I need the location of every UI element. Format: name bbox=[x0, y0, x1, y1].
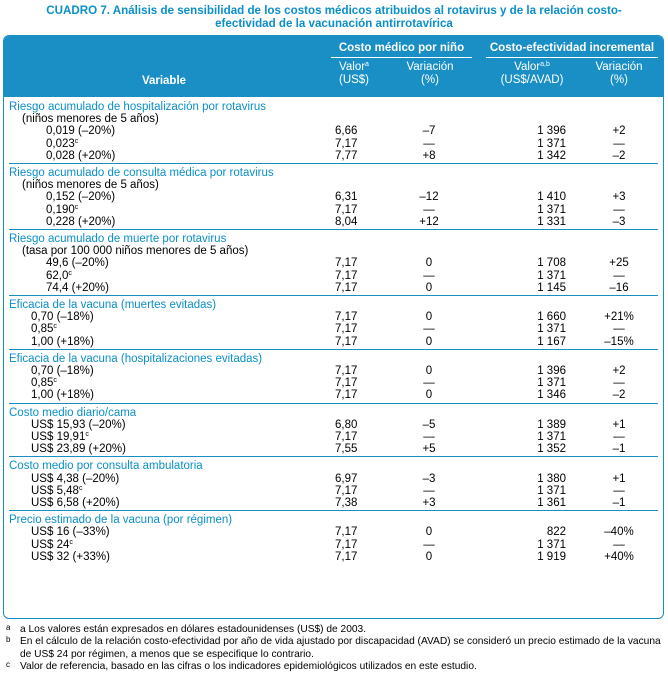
row-label-text: 0,152 (–20%) bbox=[46, 191, 116, 204]
row-label bbox=[46, 138, 78, 150]
cost-value: 7,17 bbox=[335, 431, 358, 443]
row-label-text: 0,85 bbox=[31, 323, 54, 336]
section-separator bbox=[9, 349, 658, 350]
table-row bbox=[4, 311, 663, 323]
section-sublabel: (tasa por 100 000 niños menores de 5 años) bbox=[22, 245, 249, 258]
row-label-text: 0,019 (–20%) bbox=[46, 125, 116, 138]
row-label bbox=[46, 191, 115, 203]
section-label: Eficacia de la vacuna (hospitalizaciones evitadas) bbox=[9, 352, 263, 365]
cost-value: 7,17 bbox=[335, 137, 358, 150]
header-variable: Variable bbox=[141, 75, 187, 87]
cost-variation: — bbox=[423, 203, 435, 216]
section-separator bbox=[9, 456, 658, 457]
table-frame bbox=[3, 35, 664, 619]
ce-value: 1 410 bbox=[537, 191, 566, 204]
ce-value: 1 389 bbox=[537, 418, 566, 431]
cost-value: 7,17 bbox=[335, 550, 358, 563]
ce-value: 1 708 bbox=[537, 257, 566, 270]
section-separator bbox=[9, 403, 658, 404]
row-label bbox=[31, 443, 126, 455]
ce-variation: –15% bbox=[604, 335, 634, 348]
section-header-row bbox=[4, 353, 663, 365]
section-label: Riesgo acumulado de muerte por rotavirus bbox=[9, 233, 227, 245]
reference-mark: c bbox=[69, 538, 73, 546]
cost-value: 7,17 bbox=[335, 484, 358, 497]
row-label bbox=[31, 336, 94, 348]
row-label-text: US$ 23,89 (+20%) bbox=[31, 443, 126, 456]
cost-value: 6,80 bbox=[335, 418, 358, 431]
row-label-text: US$ 15,93 (–20%) bbox=[31, 418, 126, 431]
table-row bbox=[4, 551, 663, 563]
table-row bbox=[4, 323, 663, 335]
row-label bbox=[31, 389, 94, 401]
row-label-text: 49,6 (–20%) bbox=[46, 257, 109, 270]
cost-value: 7,17 bbox=[335, 526, 358, 539]
reference-mark: c bbox=[53, 323, 57, 331]
footnote-mark: a bbox=[6, 623, 11, 632]
header-ce-var-label: Variación bbox=[595, 61, 643, 73]
section-sublabel: (niños menores de 5 años) bbox=[22, 113, 159, 126]
table-row bbox=[4, 419, 663, 431]
cost-variation: 0 bbox=[425, 311, 433, 324]
cost-variation: — bbox=[423, 323, 435, 336]
section-sub-row bbox=[4, 113, 663, 125]
cost-variation: 0 bbox=[425, 389, 433, 402]
header-group-ce: Costo-efectividad incremental bbox=[489, 42, 655, 54]
cost-variation: +12 bbox=[419, 215, 439, 228]
row-label-text: 0,190 bbox=[46, 203, 75, 216]
row-label bbox=[46, 204, 78, 216]
ce-value: 1 396 bbox=[537, 365, 566, 377]
cost-variation: — bbox=[423, 377, 435, 390]
row-label bbox=[31, 473, 119, 485]
ce-variation: — bbox=[613, 538, 625, 551]
cost-variation: +3 bbox=[422, 497, 436, 509]
table-title bbox=[0, 0, 668, 29]
cost-variation: –12 bbox=[419, 191, 439, 204]
cost-value: 6,66 bbox=[335, 125, 358, 138]
row-label bbox=[31, 497, 120, 509]
row-label-text: US$ 6,58 (+20%) bbox=[31, 497, 120, 509]
ce-variation: –1 bbox=[612, 443, 626, 456]
cost-value: 7,17 bbox=[335, 335, 358, 348]
cost-variation: –5 bbox=[422, 418, 436, 431]
row-label bbox=[46, 150, 115, 162]
reference-mark: c bbox=[53, 377, 57, 385]
row-label-text: US$ 5,48 bbox=[31, 484, 79, 497]
cost-value: 7,17 bbox=[335, 377, 358, 390]
row-label bbox=[31, 431, 89, 443]
table-row bbox=[4, 431, 663, 443]
cost-variation: — bbox=[423, 484, 435, 497]
table-row bbox=[4, 282, 663, 294]
table-row bbox=[4, 526, 663, 538]
table-row bbox=[4, 204, 663, 216]
section-sub-row bbox=[4, 179, 663, 191]
row-label-text: 0,85 bbox=[31, 377, 54, 390]
cost-value: 8,04 bbox=[335, 215, 358, 228]
row-label bbox=[31, 365, 94, 377]
footnote-c bbox=[6, 661, 664, 673]
footnote-b bbox=[6, 636, 664, 661]
ce-value: 1 331 bbox=[537, 215, 566, 228]
ce-variation: +2 bbox=[612, 125, 626, 138]
ce-value: 1 145 bbox=[537, 281, 566, 294]
cost-value: 7,17 bbox=[335, 538, 358, 551]
ce-variation: +25 bbox=[609, 257, 629, 270]
ce-variation: –40% bbox=[604, 526, 634, 539]
row-label bbox=[31, 311, 94, 323]
ce-value: 1 371 bbox=[537, 137, 566, 150]
row-label-text: 1,00 (+18%) bbox=[31, 389, 94, 402]
ce-variation: –2 bbox=[612, 149, 626, 162]
ce-variation: +2 bbox=[612, 365, 626, 377]
section-sub-row bbox=[4, 245, 663, 257]
row-label-text: US$ 32 (+33%) bbox=[31, 550, 110, 563]
section-separator bbox=[9, 510, 658, 511]
section-header-row bbox=[4, 407, 663, 419]
cost-value: 7,38 bbox=[335, 497, 358, 509]
table-row bbox=[4, 473, 663, 485]
ce-value: 1 371 bbox=[537, 323, 566, 336]
reference-mark: c bbox=[74, 137, 79, 145]
row-label bbox=[31, 551, 110, 563]
ce-value: 1 371 bbox=[537, 203, 566, 216]
row-label-text: 0,70 (–18%) bbox=[31, 365, 94, 377]
table-row bbox=[4, 485, 663, 497]
cost-variation: –3 bbox=[422, 472, 436, 485]
ce-value: 1 396 bbox=[537, 125, 566, 138]
header-group-cost: Costo médico por niño bbox=[338, 42, 465, 54]
header-cost-var-unit: (%) bbox=[421, 74, 439, 86]
section-label: Riesgo acumulado de consulta médica por rotavirus bbox=[9, 167, 274, 179]
ce-variation: –1 bbox=[612, 497, 626, 509]
ce-value: 1 919 bbox=[537, 550, 566, 563]
section-header-row bbox=[4, 514, 663, 526]
cost-variation: 0 bbox=[425, 281, 433, 294]
section-separator bbox=[9, 229, 658, 230]
cost-value: 6,97 bbox=[335, 472, 358, 485]
table-header bbox=[4, 36, 663, 97]
row-label bbox=[31, 377, 57, 389]
row-label-text: 0,023 bbox=[46, 137, 75, 150]
footnote-text: a Los valores están expresados en dólares estadounidenses (US$) de 2003. bbox=[20, 624, 367, 635]
cost-value: 7,17 bbox=[335, 257, 358, 270]
cost-variation: +8 bbox=[422, 149, 436, 162]
table-row bbox=[4, 150, 663, 162]
ce-value: 1 352 bbox=[537, 443, 566, 456]
ce-variation: — bbox=[613, 323, 625, 336]
row-label-text: US$ 19,91 bbox=[31, 431, 86, 443]
footnote-a bbox=[6, 624, 664, 636]
cost-variation: 0 bbox=[425, 550, 433, 563]
row-label-text: 0,70 (–18%) bbox=[31, 311, 94, 324]
header-ce-var bbox=[581, 61, 657, 87]
row-label bbox=[31, 539, 73, 551]
header-ce-value-label: Valor bbox=[514, 61, 541, 73]
header-group-cost-rule bbox=[331, 57, 472, 58]
header-ce-value-sup: a,b bbox=[540, 61, 550, 68]
row-label-text: 1,00 (+18%) bbox=[31, 335, 94, 348]
section-label: Precio estimado de la vacuna (por régimen) bbox=[9, 514, 233, 527]
section-separator bbox=[9, 295, 658, 296]
table-row bbox=[4, 216, 663, 228]
cost-value: 7,77 bbox=[335, 149, 358, 162]
cost-variation: +5 bbox=[422, 443, 436, 456]
cost-variation: — bbox=[423, 137, 435, 150]
table-row bbox=[4, 443, 663, 455]
ce-variation: +3 bbox=[612, 191, 626, 204]
header-ce-value-unit: (US$/AVAD) bbox=[500, 74, 564, 86]
ce-variation: +1 bbox=[612, 472, 626, 485]
footnote-mark: c bbox=[6, 660, 10, 670]
footnote-text: Valor de referencia, basado en las cifras o los indicadores epidemiológicos utilizados en este estudio. bbox=[20, 661, 477, 673]
cost-value: 6,31 bbox=[335, 191, 358, 204]
cost-variation: 0 bbox=[425, 526, 433, 539]
cost-variation: — bbox=[423, 431, 435, 443]
row-label-text: 62,0 bbox=[46, 269, 69, 282]
header-cost-var bbox=[390, 61, 470, 87]
reference-mark: c bbox=[68, 269, 72, 277]
header-ce-value bbox=[487, 61, 577, 87]
section-sublabel: (niños menores de 5 años) bbox=[22, 179, 159, 192]
cost-variation: — bbox=[423, 269, 435, 282]
row-label-text: US$ 16 (–33%) bbox=[31, 526, 110, 539]
row-label bbox=[46, 282, 109, 294]
header-cost-var-label: Variación bbox=[406, 61, 454, 73]
section-label: Riesgo acumulado de hospitalización por rotavirus bbox=[9, 101, 266, 113]
ce-variation: –16 bbox=[609, 281, 629, 294]
cost-value: 7,17 bbox=[335, 365, 358, 377]
ce-value: 1 371 bbox=[537, 484, 566, 497]
ce-variation: +21% bbox=[604, 311, 634, 324]
ce-value: 1 371 bbox=[537, 269, 566, 282]
reference-mark: c bbox=[85, 431, 89, 438]
ce-value: 1 342 bbox=[537, 149, 566, 162]
ce-value: 1 371 bbox=[537, 538, 566, 551]
section-header-row bbox=[4, 299, 663, 311]
header-cost-value-label: Valor bbox=[339, 61, 366, 73]
ce-variation: +1 bbox=[612, 418, 626, 431]
table-row bbox=[4, 539, 663, 551]
row-label bbox=[31, 485, 82, 497]
row-label bbox=[31, 323, 57, 335]
ce-value: 822 bbox=[546, 526, 566, 539]
ce-variation: — bbox=[613, 431, 625, 443]
ce-value: 1 361 bbox=[537, 497, 566, 509]
footnote-mark: b bbox=[6, 635, 11, 645]
table-row bbox=[4, 377, 663, 389]
cost-variation: –7 bbox=[422, 125, 436, 138]
ce-value: 1 660 bbox=[537, 311, 566, 324]
cost-variation: 0 bbox=[425, 365, 433, 377]
header-cost-value bbox=[322, 61, 386, 87]
table-row bbox=[4, 125, 663, 137]
section-header-row bbox=[4, 101, 663, 113]
cost-value: 7,17 bbox=[335, 323, 358, 336]
row-label-text: US$ 4,38 (–20%) bbox=[31, 472, 120, 485]
row-label-text: US$ 24 bbox=[31, 538, 70, 551]
table-row bbox=[4, 389, 663, 401]
row-label bbox=[31, 526, 110, 538]
cost-value: 7,17 bbox=[335, 311, 358, 324]
row-label bbox=[46, 216, 115, 228]
header-cost-value-sup: a bbox=[365, 61, 369, 68]
table-title-line-2: efectividad de la vacunación antirrotavírica bbox=[215, 17, 453, 30]
section-label: Eficacia de la vacuna (muertes evitadas) bbox=[9, 299, 217, 311]
header-group-ce-rule bbox=[486, 57, 658, 58]
footnote-text: En el cálculo de la relación costo-efectividad por año de vida ajustado por discapacidad (AVAD) se consideró un precio estimado de la vacuna de US$ 24 por régimen, a menos que se especifique lo contrario. bbox=[20, 636, 661, 660]
section-header-row bbox=[4, 167, 663, 179]
row-label-text: 74,4 (+20%) bbox=[46, 281, 109, 294]
ce-variation: –3 bbox=[612, 215, 626, 228]
cost-value: 7,17 bbox=[335, 281, 358, 294]
header-ce-var-unit: (%) bbox=[610, 74, 628, 86]
cost-value: 7,17 bbox=[335, 203, 358, 216]
table-row bbox=[4, 138, 663, 150]
cost-variation: 0 bbox=[425, 335, 433, 348]
section-header-row bbox=[4, 460, 663, 472]
table-row bbox=[4, 257, 663, 269]
section-header-row bbox=[4, 233, 663, 245]
footnotes bbox=[6, 624, 664, 674]
row-label bbox=[46, 125, 115, 137]
row-label bbox=[31, 419, 126, 431]
ce-value: 1 371 bbox=[537, 431, 566, 443]
cost-value: 7,17 bbox=[335, 269, 358, 282]
cost-variation: 0 bbox=[425, 257, 433, 270]
ce-variation: — bbox=[613, 269, 625, 282]
row-label-text: 0,228 (+20%) bbox=[46, 215, 116, 228]
table-row bbox=[4, 270, 663, 282]
section-separator bbox=[9, 163, 658, 164]
table-title-line-1: CUADRO 7. Análisis de sensibilidad de los costos médicos atribuidos al rotavirus y de la relación costo- bbox=[46, 4, 622, 17]
reference-mark: c bbox=[78, 484, 83, 492]
ce-value: 1 346 bbox=[537, 389, 566, 402]
table-row bbox=[4, 191, 663, 203]
cost-variation: — bbox=[423, 538, 435, 551]
table-row bbox=[4, 336, 663, 348]
cost-value: 7,17 bbox=[335, 389, 358, 402]
cost-value: 7,55 bbox=[335, 443, 358, 456]
row-label-text: 0,028 (+20%) bbox=[46, 149, 116, 162]
header-cost-value-unit: (US$) bbox=[338, 74, 370, 86]
row-label bbox=[46, 270, 72, 282]
section-label: Costo medio por consulta ambulatoria bbox=[9, 460, 203, 473]
ce-value: 1 167 bbox=[537, 335, 566, 348]
ce-variation: — bbox=[613, 203, 625, 216]
ce-variation: — bbox=[613, 137, 625, 150]
ce-variation: –2 bbox=[612, 389, 626, 402]
ce-value: 1 380 bbox=[537, 472, 566, 485]
reference-mark: c bbox=[74, 203, 79, 211]
ce-value: 1 371 bbox=[537, 377, 566, 390]
ce-variation: +40% bbox=[604, 550, 634, 563]
table-row bbox=[4, 497, 663, 509]
ce-variation: — bbox=[613, 377, 625, 390]
section-label: Costo medio diario/cama bbox=[9, 406, 137, 419]
row-label bbox=[46, 257, 109, 269]
ce-variation: — bbox=[613, 484, 625, 497]
table-row bbox=[4, 365, 663, 377]
